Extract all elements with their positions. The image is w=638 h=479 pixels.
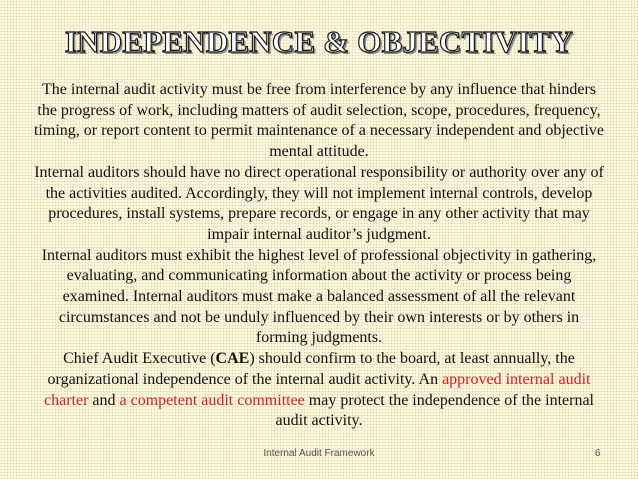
page-number: 6: [595, 448, 601, 459]
cae-text-2: ) should confirm to the board, at least annually, the organizational independence of the internal audit activity. An: [47, 350, 575, 388]
slide-title: INDEPENDENCE & OBJECTIVITY: [64, 24, 574, 59]
paragraph-cae: [32, 349, 606, 432]
paragraph-operational-responsibility: Internal auditors should have no direct operational responsibility or authority over any of the activities audited. Accordingly, they will not implement internal controls, develop procedures, install systems, prepare records, or engage in any other activity that may impair internal auditor’s judgment.: [34, 163, 604, 243]
cae-text-4: may protect the independence of the internal audit activity.: [275, 391, 594, 430]
audit-charter-highlight: approved internal audit charter: [44, 370, 591, 409]
paragraph-objectivity: Internal auditors must exhibit the highest level of professional objectivity in gathering, evaluating, and communicating information about the activity or process being examined. Internal auditors must make a balanced assessment of all the relevant circumstances and not be unduly influenced by their own interests or by others in forming judgments.: [41, 246, 597, 347]
cae-abbreviation: CAE: [215, 350, 250, 368]
footer-title: Internal Audit Framework: [263, 448, 375, 459]
cae-text-1: Chief Audit Executive (: [63, 350, 216, 368]
paragraph-independence: The internal audit activity must be free from interference by any influence that hinders the progress of work, including matters of audit selection, scope, procedures, frequency, timing, or report content to permit maintenance of a necessary independent and objective mental attitude.: [33, 81, 604, 161]
audit-committee-highlight: a competent audit committee: [119, 391, 305, 409]
cae-text-3: and: [88, 391, 120, 409]
slide-body: [32, 80, 606, 432]
